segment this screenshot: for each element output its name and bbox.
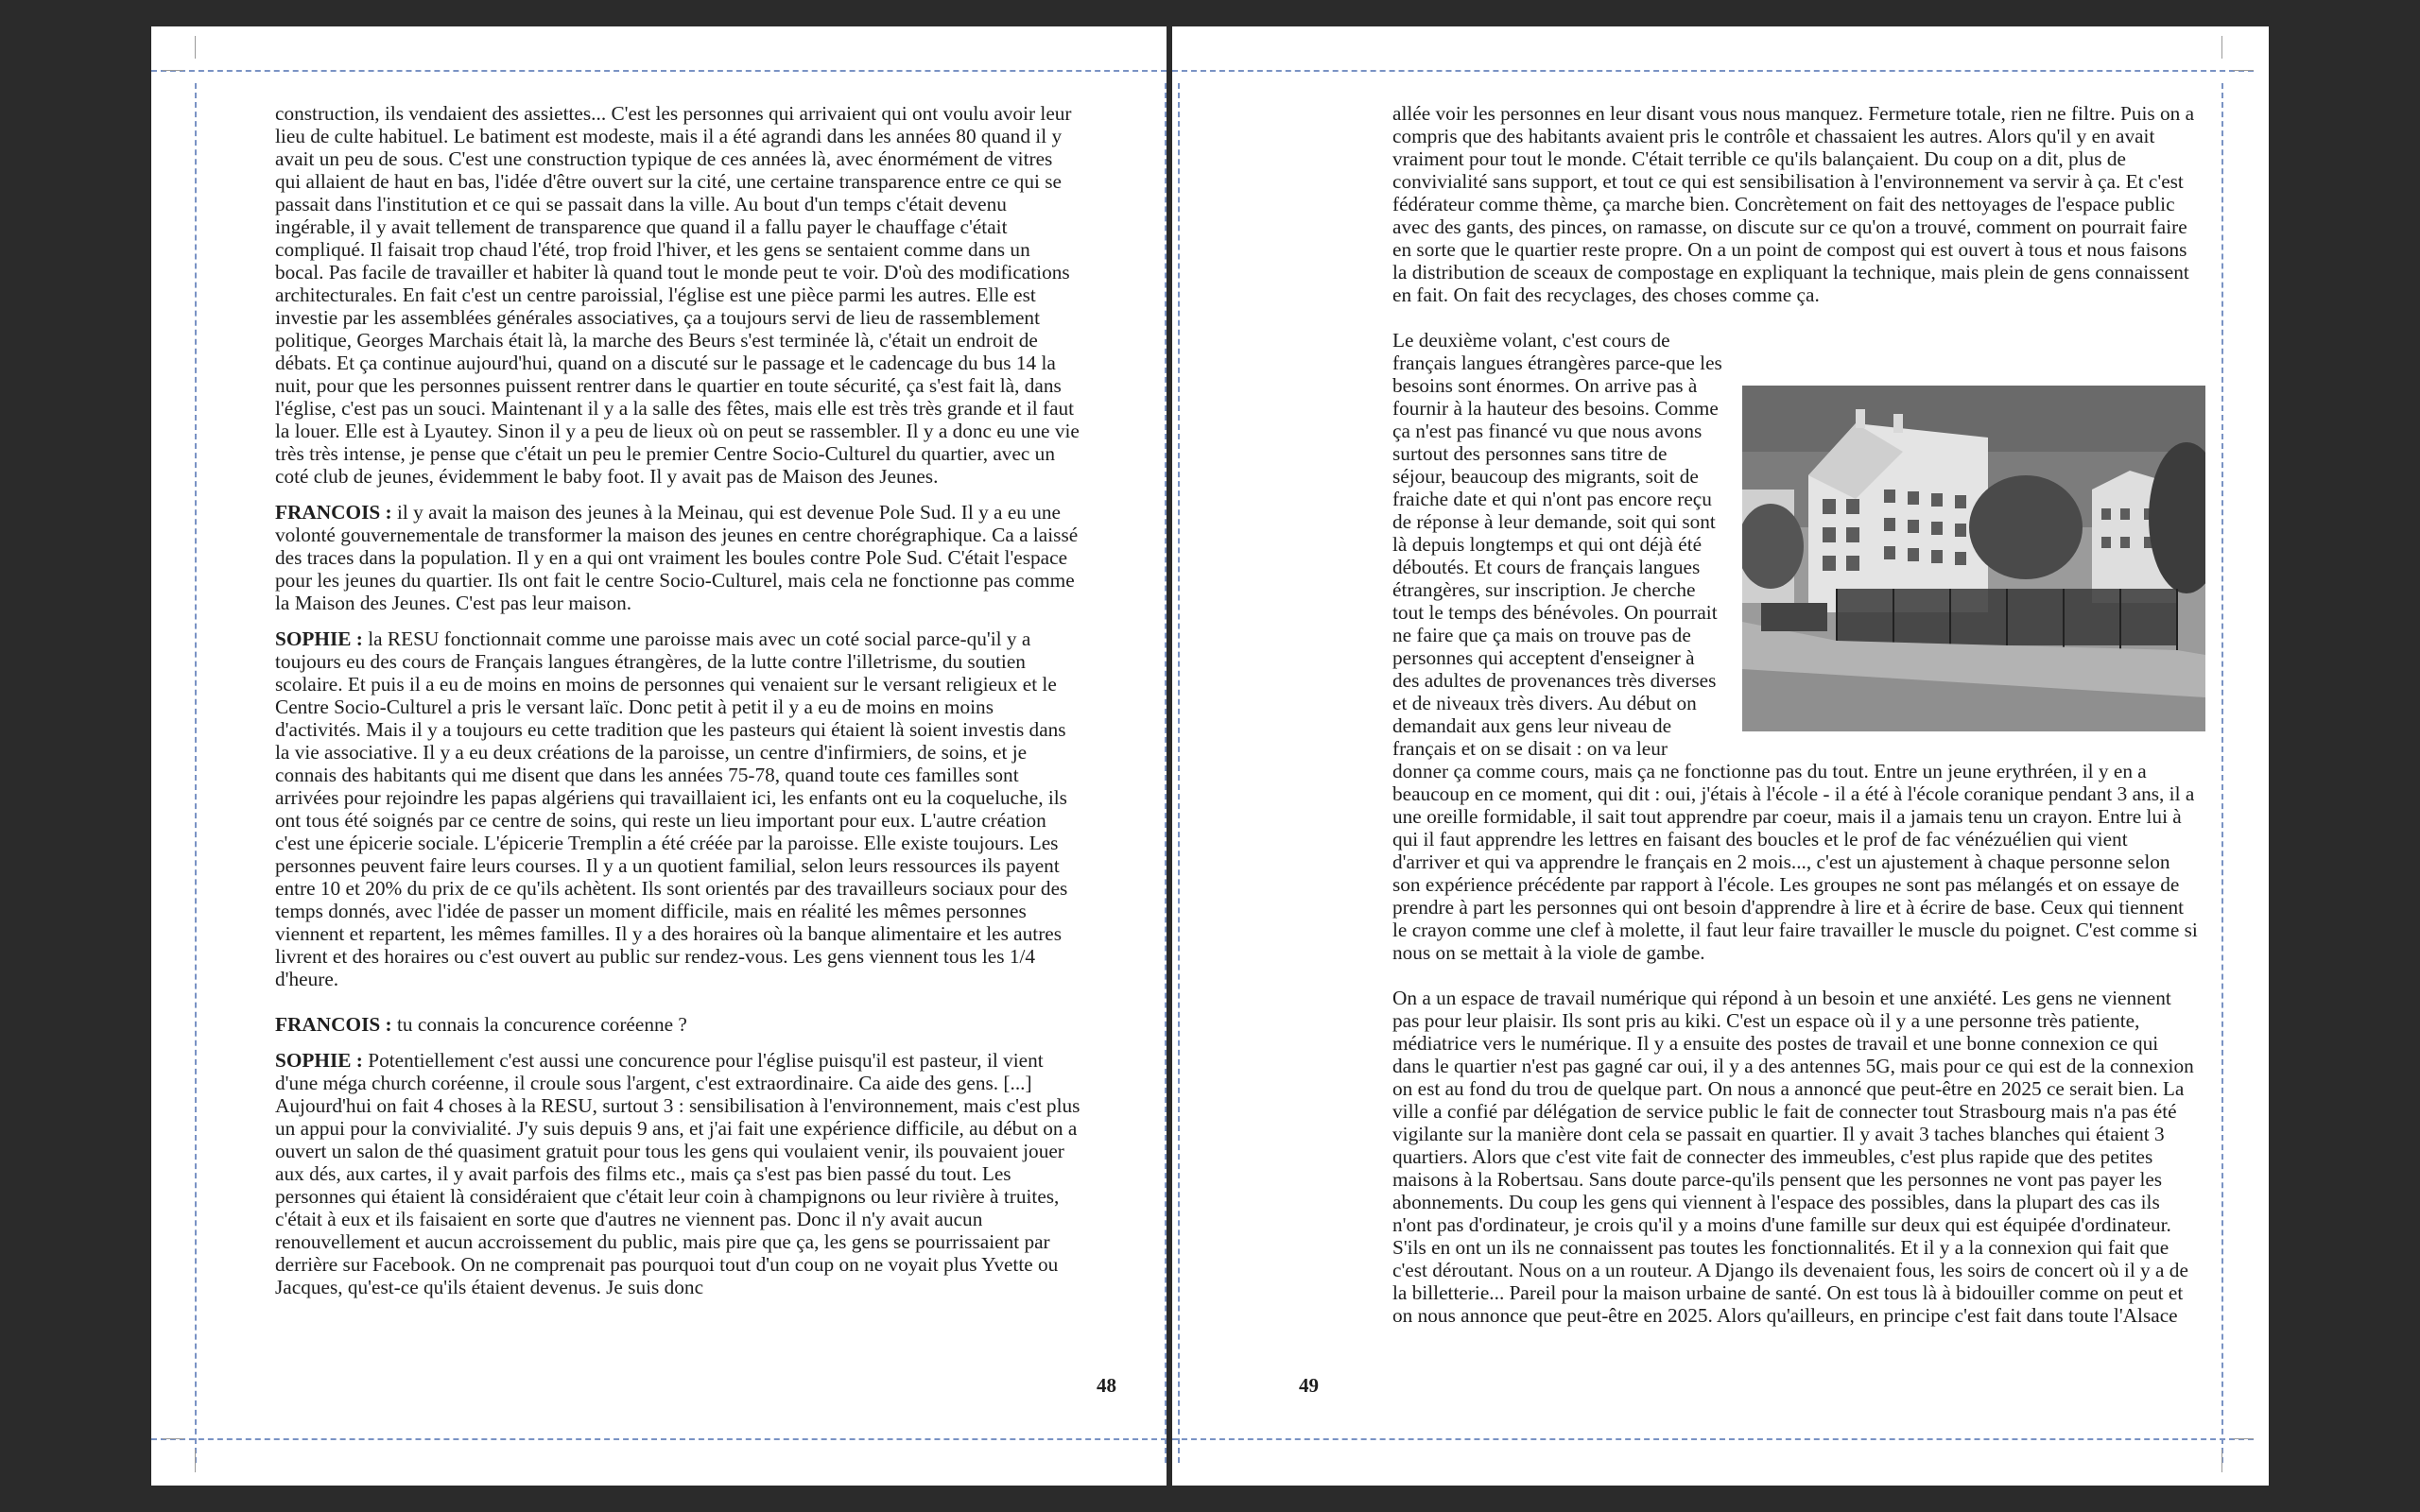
paragraph: Le deuxième volant, c'est cours de français langues étrangères parce-que les besoins sont énormes. On arrive pas à fournir à la hauteur des besoins. Comme ça n'est pas financé vu que nous avons surtout des personnes sans titre de séjour, beaucoup des migrants, soit de fraiche date et qui n'ont pas encore reçu de réponse à leur demande, soit qui sont là depuis longtemps et qui ont déjà été déboutés. Et cours de français langues étrangères, sur inscription. Je cherche tout le temps des bénévoles. On pourrait ne faire que ça mais on trouve pas de personnes qui acceptent d'enseigner à des adultes de provenances très diverses et de niveaux très divers. Au début on demandait aux gens leur niveau de français et on se disait : on va leur donner ça comme cours, mais ça ne fonctionne pas du tout. Entre un jeune erythréen, il y en a beaucoup en ce moment, qui dit : oui, j'étais à l'école - il a été à l'école coranique pendant 3 ans, il a une oreille formidable, il sait tout apprendre par coeur, mais il a jamais tenu un crayon. Entre lui à qui il faut apprendre les lettres en faisant des boucles et le prof de fac vénézuélien qui vient d'arriver et qui va apprendre le français en 2 mois..., c'est un ajustement à chaque personne selon son expérience précédente par rapport à l'école. Les groupes ne sont pas mélangés et on essaye de prendre à part les personnes qui ont besoin d'apprendre à lire et à écrire de base. Ceux qui tiennent le crayon comme une clef à molette, il faut leur faire travailler le muscle du poignet. C'est comme si nous on se mettait à la viole de gambe.: [1392, 329, 2198, 964]
paragraph: FRANCOIS : tu connais la concurence coréenne ?: [275, 1013, 687, 1036]
right-page: [1172, 26, 2269, 1486]
speaker-label: FRANCOIS :: [275, 501, 392, 524]
crop-mark: [163, 70, 183, 71]
speaker-label: SOPHIE :: [275, 1049, 363, 1072]
crop-mark: [163, 1438, 183, 1439]
bleed-guide-right: [1165, 83, 1167, 1463]
speaker-label: SOPHIE :: [275, 627, 363, 650]
paragraph: On a un espace de travail numérique qui répond à un besoin et une anxiété. Les gens ne viennent pas pour leur plaisir. Ils sont pris au kiki. C'est un espace où il y a une personne très patiente, médiatrice vers le numérique. Il y a ensuite des postes de travail et une bonne connexion ce qui dans le quartier n'est pas gagné car oui, il y a des antennes 5G, mais pour ce qui est de la connexion on est au fond du trou de quelque part. On nous a annoncé que peut-être en 2025 ce serait bien. La ville a confié par délégation de service public le fait de connecter tout Strasbourg mais n'a pas été vigilante sur la manière dont cela se passait en quartier. Il y avait 3 taches blanches qui étaient 3 quartiers. Alors que c'est vite fait de connecter des immeubles, c'est plus rapide que des petites maisons à la Robertsau. Sans doute parce-qu'ils pensent que les personnes ne vont pas payer les abonnements. Du coup les gens qui viennent à l'espace des possibles, dans la plupart des cas ils n'ont pas d'ordinateur, je crois qu'il y a moins d'une famille sur deux qui est équipée d'ordinateur. S'ils en ont un ils ne connaissent pas toutes les fonctionnalités. Et il y a la connexion qui fait que c'est déroutant. Nous on a un routeur. A Django ils devenaient fous, les soirs de concert où il y a de la billetterie... Pareil pour la maison urbaine de santé. On est tous là à bidouiller comme on peut et on nous annonce que peut-être en 2025. Alors qu'ailleurs, en principe c'est fait dans toute l'Alsace: [1392, 987, 2194, 1327]
crop-mark: [2233, 70, 2254, 71]
body-text-right: [1392, 102, 2198, 1327]
bleed-guide-left: [1178, 83, 1180, 1463]
housing-estate-photo: [1742, 386, 2205, 731]
bleed-guide-right: [2221, 83, 2223, 1463]
crop-mark: [2221, 1450, 2222, 1472]
paragraph: FRANCOIS : il y avait la maison des jeunes à la Meinau, qui est devenue Pole Sud. Il y a eu une volonté gouvernementale de transformer la maison des jeunes en centre chorégraphique. Ca a laissé des traces dans la population. Il y en a qui ont vraiment les boules contre Pole Sud. C'était l'espace pour les jeunes du quartier. Ils ont fait le centre Socio-Culturel, mais cela ne fonctionne pas comme la Maison des Jeunes. C'est pas leur maison.: [275, 501, 1079, 614]
speaker-label: FRANCOIS :: [275, 1013, 392, 1036]
bleed-guide-top: [1172, 70, 2254, 72]
crop-mark: [2233, 1438, 2254, 1439]
bleed-guide-bottom: [151, 1438, 1167, 1440]
left-page: [151, 26, 1167, 1486]
bleed-guide-bottom: [1172, 1438, 2254, 1440]
crop-mark: [195, 1450, 196, 1472]
paragraph: SOPHIE : la RESU fonctionnait comme une paroisse mais avec un coté social parce-qu'il y a toujours eu des cours de Français langues étrangères, de la lutte contre l'illetrisme, du soutien scolaire. Et puis il a eu de moins en moins de personnes qui venaient sur le versant religieux et le Centre Socio-Culturel a pris le versant laïc. Donc petit à petit il y a eu de moins en moins d'activités. Mais il y a toujours eu cette tradition que les pasteurs qui étaient là soient investis dans la vie associative. Il y a eu deux créations de la paroisse, un centre d'infirmiers, de soins, et je connais des habitants qui me disent que dans les années 75-78, quand toute ces familles sont arrivées pour rejoindre les papas algériens qui travaillaient ici, les enfants ont eu la coqueluche, ils ont tous été soignés par ce centre de soins, qui reste un lieu important pour eux. L'autre création c'est une épicerie sociale. L'épicerie Tremplin a été créée par la paroisse. Elle existe toujours. Les personnes peuvent faire leurs courses. Il y a un quotient familial, selon leurs ressources ils payent entre 10 et 20% du prix de ce qu'ils achètent. Ils sont orientés par des travailleurs sociaux pour des temps donnés, avec l'idée de passer un moment difficile, mais en réalité les mêmes personnes viennent et repartent, les mêmes familles. Il y a des horaires où la banque alimentaire et les autres livrent et des horaires ou c'est ouvert au public sur rendez-vous. Les gens viennent tous les 1/4 d'heure.: [275, 627, 1068, 990]
paragraph: allée voir les personnes en leur disant vous nous manquez. Fermeture totale, rien ne filtre. Puis on a compris que des habitants avaient pris le contrôle et chassaient les autres. Alors qu'il y en avait vraiment pour tout le monde. C'était terrible ce qu'ils balançaient. Du coup on a dit, plus de convivialité sans support, et tout ce qui est sensibilisation à l'environnement va servir à ça. Et c'est fédérateur comme thème, ça marche bien. Concrètement on fait des nettoyages de l'espace public avec des gants, des pinces, on ramasse, on discute sur ce qu'on a trouvé, comment on pourrait faire en sorte que le quartier reste propre. On a un point de compost qui est ouvert à tous et nous faisons la distribution de sceaux de compostage en expliquant la technique, mais plein de gens connaissent en fait. On fait des recyclages, des choses comme ça.: [1392, 102, 2195, 306]
photo-float: [1742, 386, 2205, 745]
bleed-guide-left: [195, 83, 197, 1463]
paragraph: SOPHIE : Potentiellement c'est aussi une concurence pour l'église puisqu'il est pasteur, il vient d'une méga church coréenne, il croule sous l'argent, c'est extraordinaire. Ca aide des gens. [...] Aujourd'hui on fait 4 choses à la RESU, surtout 3 : sensibilisation à l'environnement, mais c'est plus un appui pour la convivialité. J'y suis depuis 9 ans, et j'ai fait une expérience difficile, au début on a ouvert un salon de thé quasiment gratuit pour tous les gens qui voulaient venir, ils pouvaient jouer aux dés, aux cartes, il y avait parfois des films etc., mais ça s'est pas bien passé du tout. Les personnes qui étaient là considéraient que c'était leur coin à champignons ou leur rivière à truites, c'était à eux et ils faisaient en sorte que d'autres ne viennent pas. Donc il n'y avait aucun renouvellement et aucun accroissement du public, mais pire que ça, les gens se pourrissaient par derrière sur Facebook. On ne comprenait pas pourquoi tout d'un coup on ne voyait plus Yvette ou Jacques, qu'est-ce qu'ils étaient devenus. Je suis donc: [275, 1049, 1080, 1298]
bleed-guide-top: [151, 70, 1167, 72]
page-number-left: 48: [1097, 1374, 1116, 1397]
crop-mark: [2221, 36, 2222, 59]
crop-mark: [195, 36, 196, 59]
page-number-right: 49: [1299, 1374, 1319, 1397]
body-text-left: [275, 102, 1080, 1298]
paragraph: construction, ils vendaient des assiettes... C'est les personnes qui arrivaient qui ont voulu avoir leur lieu de culte habituel. Le batiment est modeste, mais il a été agrandi dans les années 80 quand il y avait un peu de sous. C'est une construction typique de ces années là, avec énormément de vitres qui allaient de haut en bas, l'idée d'être ouvert sur la cité, une certaine transparence entre ce qui se passait dans l'institution et ce qui se passait dans la ville. Au bout d'un temps c'était devenu ingérable, il y avait tellement de transparence que quand il a fallu payer le chauffage c'était compliqué. Il faisait trop chaud l'été, trop froid l'hiver, et les gens se sentaient comme dans un bocal. Pas facile de travailler et habiter là quand tout le monde peut te voir. D'où des modifications architecturales. En fait c'est un centre paroissial, l'église est une pièce parmi les autres. Elle est investie par les assemblées générales associatives, ça a toujours servi de lieu de rassemblement politique, Georges Marchais était là, la marche des Beurs s'est terminée là, c'était un endroit de débats. Et ça continue aujourd'hui, quand on a discuté sur le passage et le cadencage du bus 14 la nuit, pour que les personnes puissent rentrer dans le quartier en toute sécurité, ça s'est fait là, dans l'église, c'est pas un souci. Maintenant il y a la salle des fêtes, mais elle est très très grande et il faut la louer. Elle est à Lyautey. Sinon il y a peu de lieux où on peut se rassembler. Il y a donc eu une vie très très intense, je pense que c'était un peu le premier Centre Socio-Culturel du quartier, avec un coté club de jeunes, évidemment le baby foot. Il y avait pas de Maison des Jeunes.: [275, 102, 1080, 488]
